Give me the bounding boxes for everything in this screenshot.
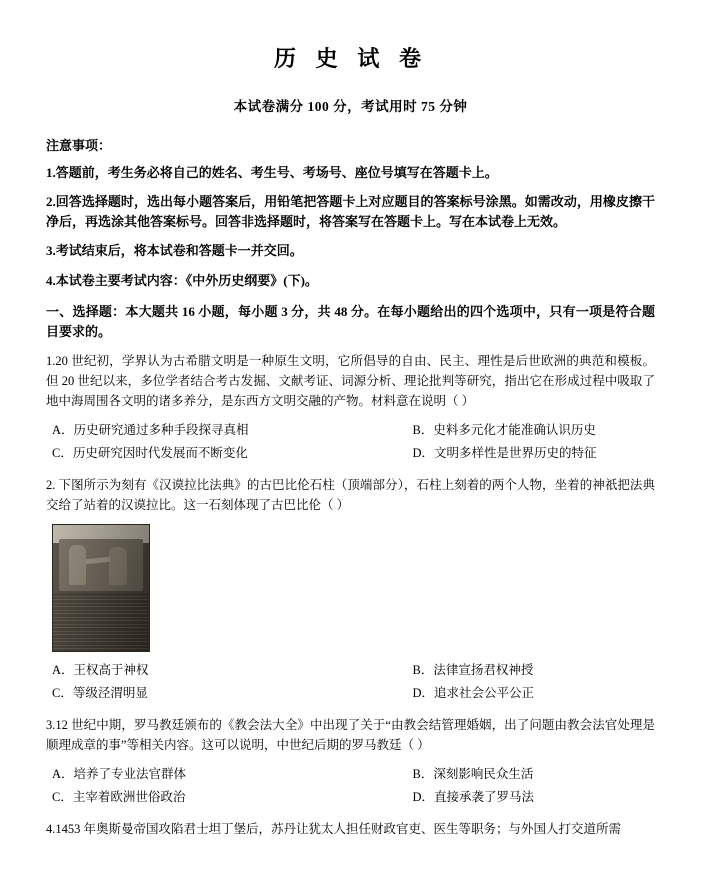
question-3-stem: 3.12 世纪中期，罗马教廷颁布的《教会法大全》中出现了关于“由教会结管理婚姻，出了问题由教会法官处理是顺理成章的事”等相关内容。这可以说明，中世纪后期的罗马教廷（ ） [46,718,655,753]
question-3-option-a[interactable]: A．培养了专业法官群体 [52,766,187,781]
question-1-option-d[interactable]: D．文明多样性是世界历史的特征 [412,446,597,461]
question-3 [46,715,655,810]
question-3-option-b[interactable]: B．深刻影响民众生活 [412,766,534,781]
option-row [46,763,655,787]
stele-illustration [52,524,150,652]
notice-item-4: 4.本试卷主要考试内容：《中外历史纲要》(下)。 [46,272,318,288]
option-row [46,442,655,466]
notice-item-2: 2.回答选择题时，选出每小题答案后，用铅笔把答题卡上对应题目的答案标号涂黑。如需改动，用橡皮擦干净后，再选涂其他答案标号。回答非选择题时，将答案写在答题卡上。写在本试卷上无效。 [46,194,655,230]
question-2-option-c[interactable]: C．等级泾渭明显 [52,686,148,701]
question-2-option-b[interactable]: B．法律宣扬君权神授 [412,662,534,677]
question-1-option-b[interactable]: B．史料多元化才能准确认识历史 [412,422,596,437]
question-1-stem: 1.20 世纪初，学界认为古希腊文明是一种原生文明，它所倡导的自由、民主、理性是后世欧洲的典范和模板。但 20 世纪以来，多位学者结合考古发掘、文献考证、词源分析、理论批判等研究，指出它在形成过程中吸取了地中海周围各文明的诸多养分，是东西方文明交融的产物。材料意在说明（ ） [46,353,655,409]
notice-heading: 注意事项： [46,138,112,153]
hammurabi-stele-image [52,524,655,652]
notice-item-3: 3.考试结束后，将本试卷和答题卡一并交回。 [46,243,303,259]
option-row [46,682,655,706]
question-4-stem: 4.1453 年奥斯曼帝国攻陷君士坦丁堡后，苏丹让犹太人担任财政官吏、医生等职务；与外国人打交道所需 [46,822,622,837]
option-row [46,786,655,810]
question-1-options [46,419,655,467]
question-1-option-c[interactable]: C．历史研究因时代发展而不断变化 [52,446,248,461]
question-2-option-a[interactable]: A．王权高于神权 [52,662,149,677]
question-2-option-d[interactable]: D．追求社会公平公正 [412,686,535,701]
question-2-options [46,659,655,707]
option-row [46,659,655,683]
question-1-option-a[interactable]: A．历史研究通过多种手段探寻真相 [52,422,249,437]
question-3-option-c[interactable]: C．主宰着欧洲世俗政治 [52,790,186,805]
question-2-stem: 2. 下图所示为刻有《汉谟拉比法典》的古巴比伦石柱（顶端部分），石柱上刻着的两个人物，坐着的神祇把法典交给了站着的汉谟拉比。这一石刻体现了古巴比伦（ ） [46,478,655,513]
question-1 [46,351,655,466]
question-3-option-d[interactable]: D．直接承袭了罗马法 [412,790,535,805]
question-4 [46,819,655,839]
option-row [46,419,655,443]
notice-item-1: 1.答题前，考生务必将自己的姓名、考生号、考场号、座位号填写在答题卡上。 [46,165,498,180]
exam-subtitle: 本试卷满分 100 分，考试用时 75 分钟 [233,99,468,114]
stele-shading [53,525,149,651]
question-2 [46,475,655,706]
section-title-multiple-choice: 一、选择题：本大题共 16 小题，每小题 3 分，共 48 分。在每小题给出的四个选项中，只有一项是符合题目要求的。 [46,303,655,339]
page-title: 历 史 试 卷 [274,46,427,72]
question-3-options [46,763,655,811]
